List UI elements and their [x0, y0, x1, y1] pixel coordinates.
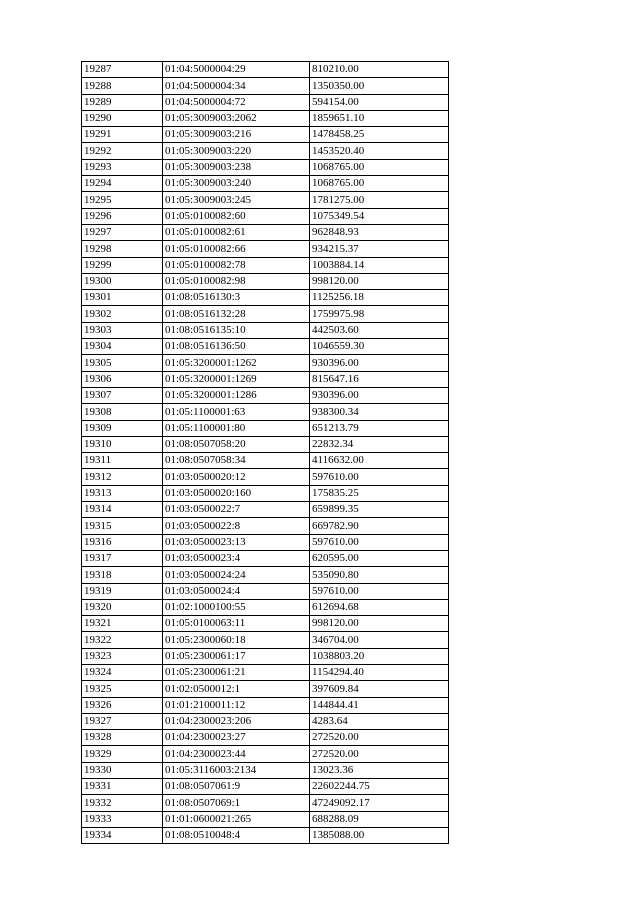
value-cell: 397609.84 — [310, 681, 449, 697]
value-cell: 1478458.25 — [310, 127, 449, 143]
cadastral-number-cell: 01:05:2300060:18 — [163, 632, 310, 648]
cadastral-number-cell: 01:05:3116003:2134 — [163, 762, 310, 778]
row-number-cell: 19326 — [82, 697, 163, 713]
value-cell: 442503.60 — [310, 322, 449, 338]
table-row — [82, 192, 449, 208]
table-row — [82, 616, 449, 632]
cadastral-number-cell: 01:02:0500012:1 — [163, 681, 310, 697]
table-row — [82, 469, 449, 485]
value-cell: 13023.36 — [310, 762, 449, 778]
table-row — [82, 159, 449, 175]
value-cell: 597610.00 — [310, 469, 449, 485]
cadastral-number-cell: 01:05:2300061:21 — [163, 664, 310, 680]
cadastral-number-cell: 01:05:3009003:240 — [163, 176, 310, 192]
value-cell: 1046559.30 — [310, 339, 449, 355]
value-cell: 175835.25 — [310, 485, 449, 501]
row-number-cell: 19293 — [82, 159, 163, 175]
value-cell: 272520.00 — [310, 730, 449, 746]
data-table-container — [81, 61, 449, 844]
cadastral-number-cell: 01:03:0500024:24 — [163, 567, 310, 583]
value-cell: 535090.80 — [310, 567, 449, 583]
table-row — [82, 257, 449, 273]
table-row — [82, 208, 449, 224]
value-cell: 669782.90 — [310, 518, 449, 534]
table-row — [82, 550, 449, 566]
cadastral-number-cell: 01:05:2300061:17 — [163, 648, 310, 664]
cadastral-number-cell: 01:04:5000004:34 — [163, 78, 310, 94]
cadastral-number-cell: 01:03:0500023:4 — [163, 550, 310, 566]
value-cell: 659899.35 — [310, 502, 449, 518]
cadastral-number-cell: 01:08:0516132:28 — [163, 306, 310, 322]
row-number-cell: 19319 — [82, 583, 163, 599]
value-cell: 272520.00 — [310, 746, 449, 762]
row-number-cell: 19295 — [82, 192, 163, 208]
table-row — [82, 453, 449, 469]
cadastral-number-cell: 01:01:2100011:12 — [163, 697, 310, 713]
cadastral-number-cell: 01:05:0100082:66 — [163, 241, 310, 257]
row-number-cell: 19292 — [82, 143, 163, 159]
table-row — [82, 387, 449, 403]
table-row — [82, 290, 449, 306]
table-row — [82, 339, 449, 355]
table-row — [82, 62, 449, 78]
cadastral-number-cell: 01:05:3009003:2062 — [163, 110, 310, 126]
table-row — [82, 224, 449, 240]
cadastral-number-cell: 01:05:3009003:245 — [163, 192, 310, 208]
cadastral-number-cell: 01:03:0500022:7 — [163, 502, 310, 518]
cadastral-number-cell: 01:05:0100082:98 — [163, 273, 310, 289]
row-number-cell: 19289 — [82, 94, 163, 110]
row-number-cell: 19294 — [82, 176, 163, 192]
cadastral-number-cell: 01:04:2300023:206 — [163, 713, 310, 729]
value-cell: 1003884.14 — [310, 257, 449, 273]
table-row — [82, 681, 449, 697]
row-number-cell: 19315 — [82, 518, 163, 534]
value-cell: 597610.00 — [310, 534, 449, 550]
cadastral-number-cell: 01:03:0500020:12 — [163, 469, 310, 485]
value-cell: 1038803.20 — [310, 648, 449, 664]
row-number-cell: 19311 — [82, 453, 163, 469]
row-number-cell: 19302 — [82, 306, 163, 322]
cadastral-number-cell: 01:05:3200001:1262 — [163, 355, 310, 371]
cadastral-number-cell: 01:08:0507058:34 — [163, 453, 310, 469]
row-number-cell: 19305 — [82, 355, 163, 371]
value-cell: 144844.41 — [310, 697, 449, 713]
value-cell: 810210.00 — [310, 62, 449, 78]
cadastral-number-cell: 01:03:0500023:13 — [163, 534, 310, 550]
table-row — [82, 420, 449, 436]
value-cell: 938300.34 — [310, 404, 449, 420]
value-cell: 998120.00 — [310, 616, 449, 632]
cadastral-number-cell: 01:03:0500022:8 — [163, 518, 310, 534]
cadastral-number-cell: 01:01:0600021:265 — [163, 811, 310, 827]
row-number-cell: 19299 — [82, 257, 163, 273]
cadastral-number-cell: 01:04:2300023:27 — [163, 730, 310, 746]
value-cell: 620595.00 — [310, 550, 449, 566]
row-number-cell: 19307 — [82, 387, 163, 403]
cadastral-number-cell: 01:08:0510048:4 — [163, 827, 310, 843]
table-row — [82, 143, 449, 159]
table-row — [82, 730, 449, 746]
table-row — [82, 436, 449, 452]
row-number-cell: 19316 — [82, 534, 163, 550]
table-row — [82, 811, 449, 827]
cadastral-number-cell: 01:05:1100001:80 — [163, 420, 310, 436]
cadastral-number-cell: 01:05:0100082:61 — [163, 224, 310, 240]
row-number-cell: 19301 — [82, 290, 163, 306]
table-row — [82, 371, 449, 387]
row-number-cell: 19309 — [82, 420, 163, 436]
row-number-cell: 19314 — [82, 502, 163, 518]
value-cell: 1350350.00 — [310, 78, 449, 94]
row-number-cell: 19306 — [82, 371, 163, 387]
table-row — [82, 713, 449, 729]
table-row — [82, 485, 449, 501]
table-row — [82, 322, 449, 338]
value-cell: 1154294.40 — [310, 664, 449, 680]
value-cell: 930396.00 — [310, 387, 449, 403]
cadastral-number-cell: 01:08:0507069:1 — [163, 795, 310, 811]
cadastral-number-cell: 01:05:0100082:60 — [163, 208, 310, 224]
row-number-cell: 19318 — [82, 567, 163, 583]
cadastral-number-cell: 01:05:3009003:216 — [163, 127, 310, 143]
value-cell: 1068765.00 — [310, 176, 449, 192]
table-row — [82, 779, 449, 795]
value-cell: 1859651.10 — [310, 110, 449, 126]
value-cell: 594154.00 — [310, 94, 449, 110]
table-row — [82, 273, 449, 289]
cadastral-number-cell: 01:08:0516135:10 — [163, 322, 310, 338]
table-row — [82, 502, 449, 518]
row-number-cell: 19329 — [82, 746, 163, 762]
table-row — [82, 78, 449, 94]
row-number-cell: 19328 — [82, 730, 163, 746]
value-cell: 4283.64 — [310, 713, 449, 729]
row-number-cell: 19290 — [82, 110, 163, 126]
cadastral-number-cell: 01:08:0516130:3 — [163, 290, 310, 306]
table-body — [82, 62, 449, 844]
value-cell: 930396.00 — [310, 355, 449, 371]
table-row — [82, 795, 449, 811]
table-row — [82, 404, 449, 420]
value-cell: 1781275.00 — [310, 192, 449, 208]
table-row — [82, 664, 449, 680]
table-row — [82, 241, 449, 257]
table-row — [82, 534, 449, 550]
cadastral-number-cell: 01:05:1100001:63 — [163, 404, 310, 420]
data-table — [81, 61, 449, 844]
value-cell: 22602244.75 — [310, 779, 449, 795]
row-number-cell: 19304 — [82, 339, 163, 355]
table-row — [82, 567, 449, 583]
row-number-cell: 19297 — [82, 224, 163, 240]
value-cell: 934215.37 — [310, 241, 449, 257]
value-cell: 962848.93 — [310, 224, 449, 240]
row-number-cell: 19322 — [82, 632, 163, 648]
value-cell: 4116632.00 — [310, 453, 449, 469]
value-cell: 1075349.54 — [310, 208, 449, 224]
value-cell: 47249092.17 — [310, 795, 449, 811]
table-row — [82, 827, 449, 843]
value-cell: 1125256.18 — [310, 290, 449, 306]
table-row — [82, 110, 449, 126]
row-number-cell: 19308 — [82, 404, 163, 420]
table-row — [82, 518, 449, 534]
row-number-cell: 19330 — [82, 762, 163, 778]
cadastral-number-cell: 01:08:0507061:9 — [163, 779, 310, 795]
row-number-cell: 19310 — [82, 436, 163, 452]
value-cell: 1068765.00 — [310, 159, 449, 175]
table-row — [82, 127, 449, 143]
table-row — [82, 697, 449, 713]
cadastral-number-cell: 01:04:5000004:29 — [163, 62, 310, 78]
row-number-cell: 19332 — [82, 795, 163, 811]
cadastral-number-cell: 01:05:0100063:11 — [163, 616, 310, 632]
row-number-cell: 19334 — [82, 827, 163, 843]
table-row — [82, 94, 449, 110]
cadastral-number-cell: 01:04:2300023:44 — [163, 746, 310, 762]
table-row — [82, 632, 449, 648]
cadastral-number-cell: 01:05:3200001:1286 — [163, 387, 310, 403]
row-number-cell: 19296 — [82, 208, 163, 224]
row-number-cell: 19317 — [82, 550, 163, 566]
value-cell: 1759975.98 — [310, 306, 449, 322]
row-number-cell: 19327 — [82, 713, 163, 729]
cadastral-number-cell: 01:04:5000004:72 — [163, 94, 310, 110]
row-number-cell: 19331 — [82, 779, 163, 795]
value-cell: 651213.79 — [310, 420, 449, 436]
cadastral-number-cell: 01:05:0100082:78 — [163, 257, 310, 273]
row-number-cell: 19312 — [82, 469, 163, 485]
cadastral-number-cell: 01:03:0500020:160 — [163, 485, 310, 501]
row-number-cell: 19323 — [82, 648, 163, 664]
table-row — [82, 746, 449, 762]
value-cell: 612694.68 — [310, 599, 449, 615]
value-cell: 688288.09 — [310, 811, 449, 827]
row-number-cell: 19325 — [82, 681, 163, 697]
value-cell: 998120.00 — [310, 273, 449, 289]
row-number-cell: 19313 — [82, 485, 163, 501]
table-row — [82, 762, 449, 778]
table-row — [82, 176, 449, 192]
value-cell: 815647.16 — [310, 371, 449, 387]
row-number-cell: 19291 — [82, 127, 163, 143]
table-row — [82, 306, 449, 322]
row-number-cell: 19298 — [82, 241, 163, 257]
value-cell: 22832.34 — [310, 436, 449, 452]
value-cell: 346704.00 — [310, 632, 449, 648]
row-number-cell: 19321 — [82, 616, 163, 632]
value-cell: 1453520.40 — [310, 143, 449, 159]
cadastral-number-cell: 01:08:0507058:20 — [163, 436, 310, 452]
row-number-cell: 19303 — [82, 322, 163, 338]
row-number-cell: 19287 — [82, 62, 163, 78]
table-row — [82, 648, 449, 664]
cadastral-number-cell: 01:08:0516136:50 — [163, 339, 310, 355]
row-number-cell: 19324 — [82, 664, 163, 680]
table-row — [82, 583, 449, 599]
value-cell: 597610.00 — [310, 583, 449, 599]
cadastral-number-cell: 01:03:0500024:4 — [163, 583, 310, 599]
table-row — [82, 355, 449, 371]
cadastral-number-cell: 01:02:1000100:55 — [163, 599, 310, 615]
cadastral-number-cell: 01:05:3009003:220 — [163, 143, 310, 159]
row-number-cell: 19300 — [82, 273, 163, 289]
row-number-cell: 19333 — [82, 811, 163, 827]
table-row — [82, 599, 449, 615]
value-cell: 1385088.00 — [310, 827, 449, 843]
cadastral-number-cell: 01:05:3009003:238 — [163, 159, 310, 175]
cadastral-number-cell: 01:05:3200001:1269 — [163, 371, 310, 387]
row-number-cell: 19288 — [82, 78, 163, 94]
row-number-cell: 19320 — [82, 599, 163, 615]
